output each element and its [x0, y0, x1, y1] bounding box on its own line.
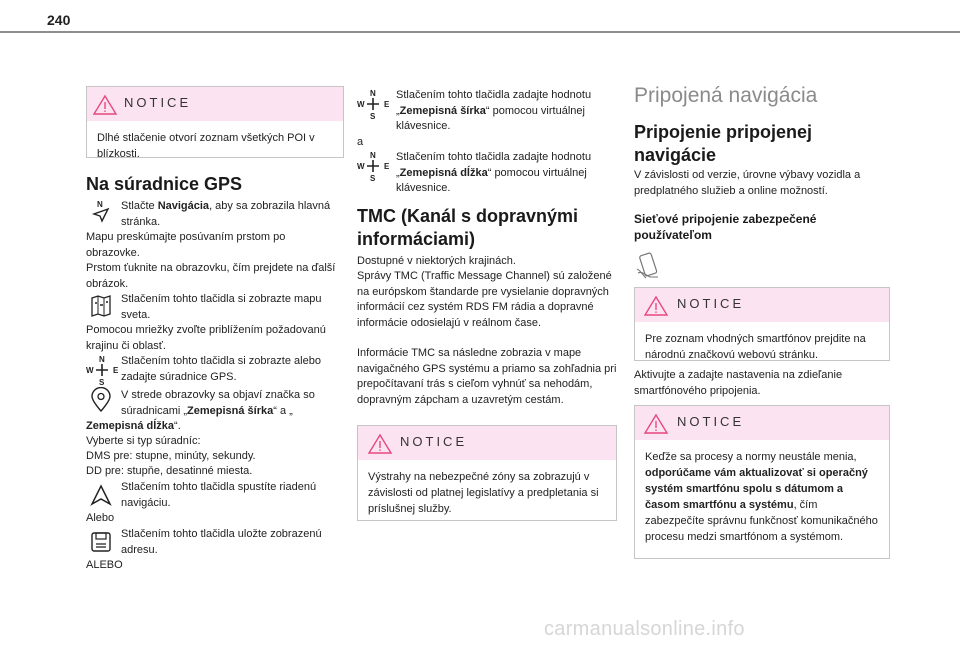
text-depends-on-version: V závislosti od verzie, úrovne výbavy vozidla a predplatného služieb a online možností. [634, 169, 861, 197]
text-tap-screen: Prstom ťuknite na obrazovku, čím prejdete na ďalší obrázok. [86, 262, 336, 290]
footer-watermark: carmanualsonline.info [544, 618, 745, 640]
notice-text: Keďže sa procesy a normy neustále menia, odporúčame vám aktualizovať si operačný systém smartfónu spolu s dátumom a časom smartfónu a systému, čím zabezpečíte správnu funkčnosť komunikačného procesu medzi smartfónom a systémom. [645, 451, 878, 543]
section-heading-connect: Pripojenie pripojenej navigácie [634, 122, 813, 165]
svg-text:E: E [113, 366, 118, 375]
notice-title: NOTICE [677, 296, 745, 311]
svg-text:N: N [370, 89, 376, 98]
text-save-address: Stlačením tohto tlačidla uložte zobrazenú adresu. [121, 528, 322, 556]
start-navigation-icon [89, 483, 113, 507]
save-icon [89, 530, 113, 554]
svg-text:W: W [357, 100, 365, 109]
svg-text:N: N [99, 355, 105, 364]
text-tmc-description: Správy TMC (Traffic Message Channel) sú založené na európskom štandarde pre vysielanie dopravných informácií cez systém RDS FM rádia a dopravné informácie odosielajú v reálnom čase. [357, 270, 612, 329]
text-a: a [357, 136, 364, 148]
text-dms: DMS pre: stupne, minúty, sekundy. [86, 450, 256, 462]
smartphone-icon [634, 251, 662, 281]
text-world-map: Stlačením tohto tlačidla si zobrazte mapu sveta. [121, 293, 322, 321]
location-pin-icon [89, 387, 113, 413]
section-heading-tmc: TMC (Kanál s dopravnými informáciami) [357, 206, 579, 249]
notice-text: Dlhé stlačenie otvorí zoznam všetkých POI v blízkosti. [97, 132, 315, 160]
text-tmc-availability: Dostupné v niektorých krajinách. [357, 255, 516, 267]
chapter-title: Pripojená navigácia [634, 84, 818, 107]
notice-title: NOTICE [124, 95, 192, 110]
notice-header [635, 288, 889, 322]
compass-icon [357, 88, 389, 120]
text-alebo: Alebo [86, 512, 115, 524]
text-start-guidance: Stlačením tohto tlačidla spustíte riadenú navigáciu. [121, 481, 317, 509]
svg-text:S: S [99, 378, 105, 386]
page-number: 240 [47, 12, 71, 28]
notice-title: NOTICE [677, 414, 745, 429]
svg-text:S: S [370, 174, 376, 182]
text-explore-map: Mapu preskúmajte posúvaním prstom po obrazovke. [86, 231, 286, 259]
svg-text:N: N [97, 200, 103, 209]
text-alebo-upper: ALEBO [86, 559, 123, 571]
svg-text:S: S [370, 112, 376, 120]
text-gps-coords: Stlačením tohto tlačidla si zobrazte alebo zadajte súradnice GPS. [121, 355, 321, 383]
text-coord-type: Vyberte si typ súradníc: [86, 435, 201, 447]
text-grid-zoom: Pomocou mriežky zvoľte priblížením požadovanú krajinu či oblasť. [86, 324, 326, 352]
text-latitude-input: Stlačením tohto tlačidla zadajte hodnotu „Zemepisná šírka“ pomocou virtuálnej klávesnice. [396, 89, 592, 132]
svg-text:E: E [384, 100, 389, 109]
svg-text:W: W [357, 162, 365, 171]
notice-box-danger-zones [357, 425, 617, 521]
notice-header [87, 87, 343, 121]
notice-box-os-update [634, 405, 890, 559]
navigation-icon [89, 199, 113, 223]
notice-text: Pre zoznam vhodných smartfónov prejdite na národnú značkovú webovú stránku. [645, 333, 866, 361]
text-press-navigation: Stlačte Navigácia, aby sa zobrazila hlavná stránka. [121, 200, 331, 228]
section-heading-gps: Na súradnice GPS [86, 174, 243, 194]
compass-icon [86, 354, 118, 386]
notice-box-smartphones [634, 287, 890, 361]
text-activate-sharing: Aktivujte a zadajte nastavenia na zdieľanie smartfónového pripojenia. [634, 369, 843, 397]
text-dd: DD pre: stupňe, desatinné miesta. [86, 465, 253, 477]
svg-text:N: N [370, 151, 376, 160]
svg-text:E: E [384, 162, 389, 171]
svg-text:W: W [86, 366, 94, 375]
notice-header [358, 426, 616, 460]
notice-text: Výstrahy na nebezpečné zóny sa zobrazujú v závislosti od platnej legislatívy a predpletania si príslušnej služby. [368, 471, 599, 515]
compass-icon [357, 150, 389, 182]
header-rule [0, 31, 960, 33]
notice-box-poi [86, 86, 344, 158]
notice-title: NOTICE [400, 434, 468, 449]
warning-icon [92, 94, 118, 116]
warning-icon [367, 433, 393, 455]
warning-icon [643, 295, 669, 317]
text-tmc-display: Informácie TMC sa následne zobrazia v mape navigačného GPS systému a priamo sa zohľadnia pri prepočítavaní trás s cieľom vyhnúť sa nehodám, dopravným zápcham a uzavretým cestám. [357, 347, 617, 406]
text-marker-coords-cont: Zemepisná dĺžka“. [86, 420, 181, 432]
text-marker-coords: V strede obrazovky sa objaví značka so súradnicami „Zemepisná šírka“ a „ [121, 389, 315, 417]
warning-icon [643, 413, 669, 435]
notice-header [635, 406, 889, 440]
text-longitude-input: Stlačením tohto tlačidla zadajte hodnotu „Zemepisná dĺžka“ pomocou virtuálnej klávesnice. [396, 151, 592, 194]
subheading-network: Sieťové pripojenie zabezpečené používateľom [634, 212, 817, 242]
world-map-icon [89, 293, 113, 319]
